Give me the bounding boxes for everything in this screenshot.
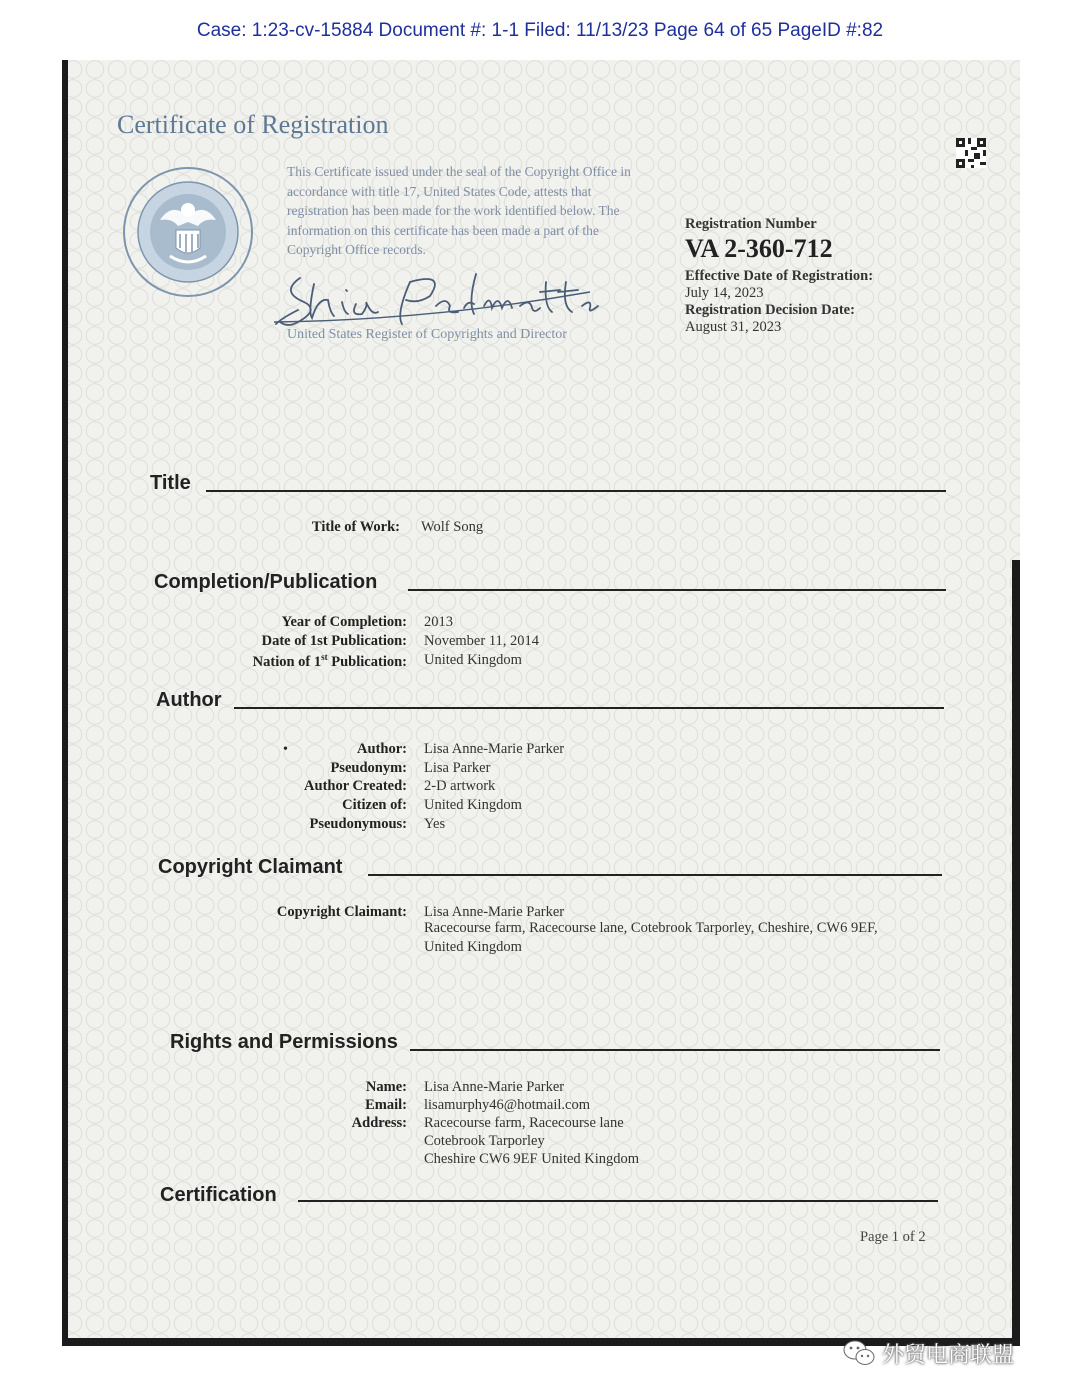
- page-number: Page 1 of 2: [860, 1229, 926, 1245]
- rights-name-value: Lisa Anne-Marie Parker: [424, 1079, 565, 1095]
- author-created-value: 2-D artwork: [424, 778, 496, 794]
- section-rights-rule: [410, 1049, 940, 1051]
- rights-address-line3: Cheshire CW6 9EF United Kingdom: [424, 1151, 640, 1167]
- section-title-heading: Title: [150, 472, 191, 494]
- rights-name-label: Name:: [365, 1079, 407, 1095]
- claimant-address-line: Racecourse farm, Racecourse lane, Cotebrook Tarporley, Cheshire, CW6 9EF,: [424, 920, 878, 936]
- pseudonymous-value: Yes: [424, 816, 446, 832]
- rights-email-value: lisamurphy46@hotmail.com: [424, 1097, 590, 1113]
- year-of-completion-value: 2013: [424, 614, 453, 630]
- author-value: Lisa Anne-Marie Parker: [424, 741, 565, 757]
- decision-date-value: August 31, 2023: [685, 319, 782, 335]
- author-label: Author:: [357, 741, 407, 757]
- citizen-of-label: Citizen of:: [342, 797, 407, 813]
- section-author-rule: [234, 707, 944, 709]
- copyright-office-seal-icon: [120, 160, 256, 310]
- watermark: [842, 1336, 1014, 1370]
- section-rights-heading: Rights and Permissions: [170, 1031, 398, 1053]
- rights-address-line1: Racecourse farm, Racecourse lane: [424, 1115, 624, 1131]
- decision-date-label: Registration Decision Date:: [685, 302, 855, 318]
- first-publication-date-value: November 11, 2014: [424, 633, 540, 649]
- section-claimant-rule: [368, 874, 942, 876]
- watermark-text: 外贸电商联盟: [882, 1342, 1015, 1368]
- first-publication-nation-value: United Kingdom: [424, 652, 522, 668]
- title-of-work-value: Wolf Song: [421, 519, 484, 535]
- effective-date-value: July 14, 2023: [685, 285, 764, 301]
- author-created-label: Author Created:: [304, 778, 407, 794]
- section-completion-rule: [408, 589, 946, 591]
- scan-edge-right: [1012, 560, 1020, 1346]
- section-title-rule: [206, 490, 946, 492]
- author-bullet: •: [283, 742, 288, 757]
- pseudonym-label: Pseudonym:: [330, 760, 407, 776]
- case-header: Case: 1:23-cv-15884 Document #: 1-1 Filed: 11/13/23 Page 64 of 65 PageID #:82: [196, 20, 884, 41]
- section-author-heading: Author: [156, 689, 222, 711]
- scan-edge-left: [62, 690, 68, 1340]
- registration-number: VA 2-360-712: [685, 234, 833, 263]
- section-certification-rule: [298, 1200, 938, 1202]
- rights-address-label: Address:: [351, 1115, 407, 1131]
- section-completion-heading: Completion/Publication: [154, 571, 378, 593]
- certificate-intro-text: This Certificate issued under the seal of the Copyright Office in accordance with title 17, United States Code, attests that registration has been made for the work identified below. The information on this certificate has been made a part of the Copyright Office records.: [287, 164, 631, 257]
- pseudonymous-label: Pseudonymous:: [309, 816, 407, 832]
- qr-code-icon: [956, 138, 986, 168]
- pseudonym-value: Lisa Parker: [424, 760, 491, 776]
- registration-number-label: Registration Number: [685, 216, 817, 232]
- rights-email-label: Email:: [365, 1097, 407, 1113]
- claimant-country: United Kingdom: [424, 939, 522, 955]
- section-certification-heading: Certification: [160, 1184, 277, 1206]
- first-publication-date-label: Date of 1st Publication:: [261, 633, 407, 649]
- registration-box: [685, 216, 873, 336]
- register-director-caption: United States Register of Copyrights and Director: [287, 327, 567, 342]
- certificate-title: Certificate of Registration: [117, 110, 389, 139]
- title-of-work-label: Title of Work:: [311, 519, 400, 535]
- claimant-name: Lisa Anne-Marie Parker: [424, 904, 565, 920]
- register-signature-icon: [270, 262, 600, 334]
- rights-address-line2: Cotebrook Tarporley: [424, 1133, 545, 1149]
- section-claimant-heading: Copyright Claimant: [158, 856, 343, 878]
- citizen-of-value: United Kingdom: [424, 797, 522, 813]
- year-of-completion-label: Year of Completion:: [281, 614, 407, 630]
- wechat-icon: [842, 1338, 876, 1368]
- copyright-claimant-label: Copyright Claimant:: [276, 904, 407, 920]
- first-publication-nation-label: Nation of 1st Publication:: [252, 652, 407, 670]
- effective-date-label: Effective Date of Registration:: [685, 268, 874, 284]
